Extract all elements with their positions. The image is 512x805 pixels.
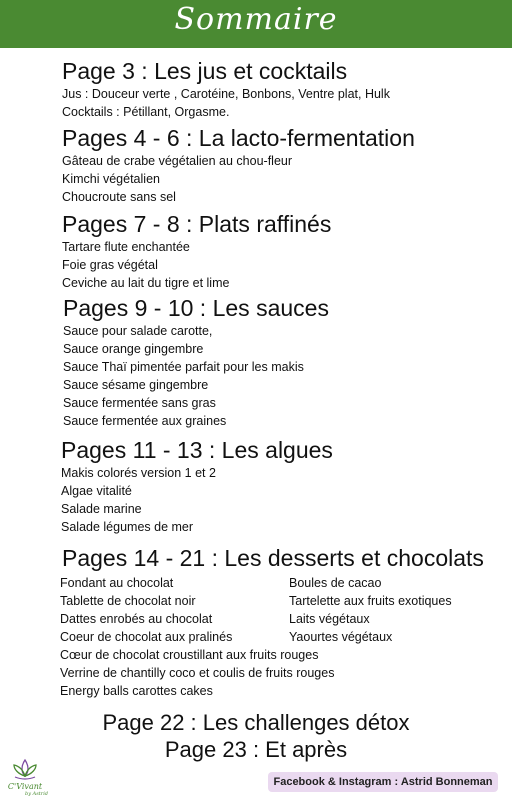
section-jus xyxy=(62,57,390,121)
section-line: Foie gras végétal xyxy=(62,258,158,272)
section-line: Jus : Douceur verte , Carotéine, Bonbons, Ventre plat, Hulk xyxy=(62,87,390,101)
section-desserts xyxy=(62,544,484,700)
page-title: Sommaire xyxy=(174,2,338,37)
section-line: Laits végétaux xyxy=(289,612,370,626)
section-title: Pages 9 - 10 : Les sauces xyxy=(63,295,329,321)
section-algues xyxy=(61,436,333,536)
section-line: Tablette de chocolat noir xyxy=(60,594,196,608)
section-plats xyxy=(62,210,331,292)
section-line: Energy balls carottes cakes xyxy=(60,684,213,698)
section-line: Kimchi végétalien xyxy=(62,172,160,186)
section-lacto xyxy=(62,124,415,206)
section-line: Makis colorés version 1 et 2 xyxy=(61,466,216,480)
section-line: Verrine de chantilly coco et coulis de fruits rouges xyxy=(60,666,335,680)
section-line: Cœur de chocolat croustillant aux fruits rouges xyxy=(60,648,319,662)
logo-subtext: by Astrid xyxy=(25,791,48,797)
section-title: Page 3 : Les jus et cocktails xyxy=(62,58,348,84)
brand-logo xyxy=(2,756,48,800)
section-line: Sauce Thaï pimentée parfait pour les makis xyxy=(63,360,304,374)
section-line: Salade marine xyxy=(61,502,142,516)
section-sauces xyxy=(63,294,329,430)
footer-et-apres: Page 23 : Et après xyxy=(164,737,348,762)
section-line: Gâteau de crabe végétalien au chou-fleur xyxy=(62,154,293,168)
section-line: Sauce pour salade carotte, xyxy=(63,324,213,338)
social-badge[interactable]: Facebook & Instagram : Astrid Bonneman xyxy=(268,772,498,792)
left-column xyxy=(60,574,232,646)
section-line: Sauce fermentée sans gras xyxy=(63,396,216,410)
section-line: Salade légumes de mer xyxy=(61,520,194,534)
footer-challenges: Page 22 : Les challenges détox xyxy=(102,710,410,735)
section-line: Boules de cacao xyxy=(289,576,382,590)
section-title: Pages 4 - 6 : La lacto-fermentation xyxy=(62,125,415,151)
section-line: Yaourtes végétaux xyxy=(289,630,393,644)
section-line: Sauce orange gingembre xyxy=(63,342,204,356)
section-line: Algae vitalité xyxy=(61,484,132,498)
right-column xyxy=(289,574,452,646)
logo-text: C'Vivant xyxy=(7,782,43,791)
section-line: Cocktails : Pétillant, Orgasme. xyxy=(62,105,230,119)
two-column-list xyxy=(62,574,484,646)
section-line: Coeur de chocolat aux pralinés xyxy=(60,630,233,644)
section-line: Choucroute sans sel xyxy=(62,190,176,204)
section-title: Pages 11 - 13 : Les algues xyxy=(61,437,333,463)
section-line: Fondant au chocolat xyxy=(60,576,174,590)
section-line: Sauce sésame gingembre xyxy=(63,378,209,392)
section-line: Ceviche au lait du tigre et lime xyxy=(62,276,230,290)
section-line: Sauce fermentée aux graines xyxy=(63,414,227,428)
section-title: Pages 14 - 21 : Les desserts et chocolats xyxy=(62,545,484,571)
header-banner xyxy=(0,0,512,48)
section-line: Tartare flute enchantée xyxy=(62,240,190,254)
section-line: Dattes enrobés au chocolat xyxy=(60,612,213,626)
section-title: Pages 7 - 8 : Plats raffinés xyxy=(62,211,332,237)
section-line: Tartelette aux fruits exotiques xyxy=(289,594,452,608)
